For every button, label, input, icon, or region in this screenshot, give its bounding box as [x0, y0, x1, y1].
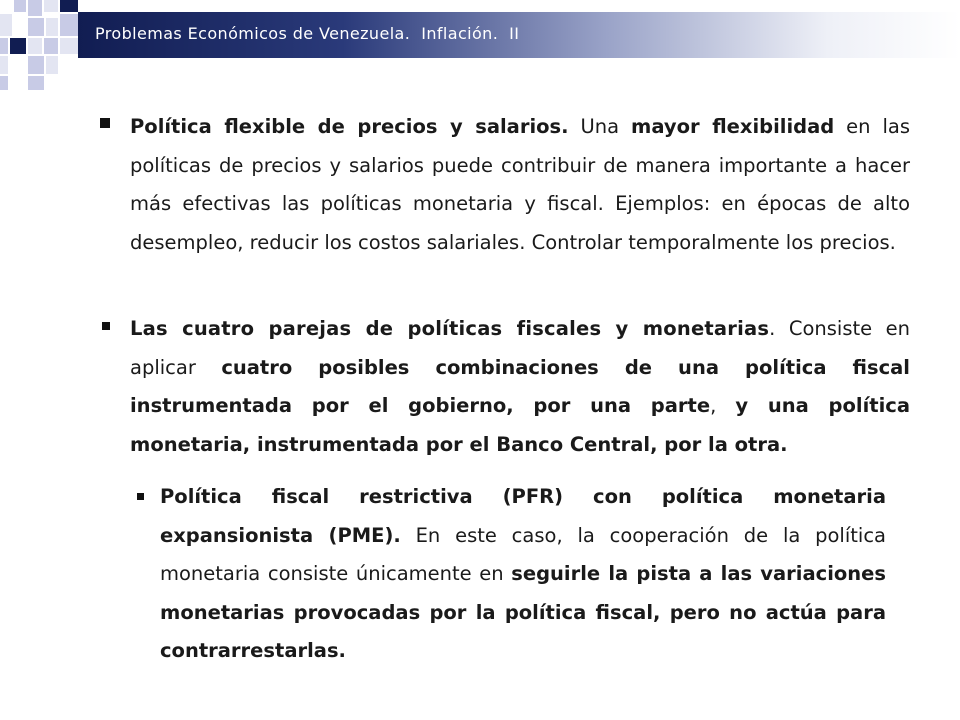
- decor-square: [28, 56, 44, 74]
- square-bullet-icon: [100, 118, 110, 128]
- square-bullet-icon: [102, 322, 110, 330]
- decor-square: [14, 0, 26, 12]
- bullet-text: . Consiste en aplicar: [130, 317, 910, 379]
- decor-square: [0, 14, 12, 36]
- bullet-lead: Las cuatro parejas de políticas fiscales y monetarias: [130, 317, 770, 340]
- decor-square: [44, 38, 58, 54]
- decor-square: [0, 56, 8, 74]
- decor-square: [46, 56, 58, 74]
- bullet-emphasis: cuatro posibles combinaciones de una política fiscal instrumentada por el gobierno, por una parte: [130, 355, 910, 417]
- decor-square: [60, 14, 78, 36]
- bullet-emphasis: seguirle la pista a las variaciones monetarias provocadas por la política fiscal, pero no actúa para contrarrestarlas.: [160, 562, 886, 662]
- bullet-pfr-pme: [160, 478, 886, 671]
- bullet-lead: Política fiscal restrictiva (PFR) con política monetaria expansionista (PME).: [160, 485, 886, 547]
- decor-square: [10, 38, 26, 54]
- small-square-bullet-icon: [137, 493, 144, 500]
- slide-title: Problemas Económicos de Venezuela. Inflación. II: [95, 24, 520, 43]
- decor-square: [28, 76, 44, 90]
- bullet-text: En este caso, la cooperación de la política monetaria consiste únicamente en: [160, 523, 886, 585]
- decor-square: [46, 18, 58, 36]
- decor-square: [28, 18, 44, 36]
- bullet-flexible-policy: [130, 108, 910, 262]
- decor-square: [28, 0, 42, 16]
- decor-square: [14, 14, 28, 36]
- bullet-emphasis: mayor flexibilidad: [631, 115, 835, 138]
- decor-square: [60, 0, 78, 12]
- bullet-text: ,: [710, 394, 736, 417]
- bullet-four-pairs: [130, 310, 910, 464]
- decor-square: [0, 38, 8, 54]
- decor-square: [28, 38, 42, 54]
- bullet-lead: Política flexible de precios y salarios.: [130, 115, 569, 138]
- decor-square: [44, 0, 58, 12]
- decor-square: [0, 76, 8, 90]
- decor-square: [60, 38, 78, 54]
- bullet-emphasis: y una política monetaria, instrumentada por el Banco Central, por la otra.: [130, 394, 910, 456]
- bullet-text: en las políticas de precios y salarios puede contribuir de manera importante a hacer más efectivas las políticas monetaria y fiscal. Ejemplos: en épocas de alto desempleo, reducir los costos salariales. Controlar temporalmente los precios.: [130, 115, 911, 254]
- bullet-text: Una: [568, 115, 632, 138]
